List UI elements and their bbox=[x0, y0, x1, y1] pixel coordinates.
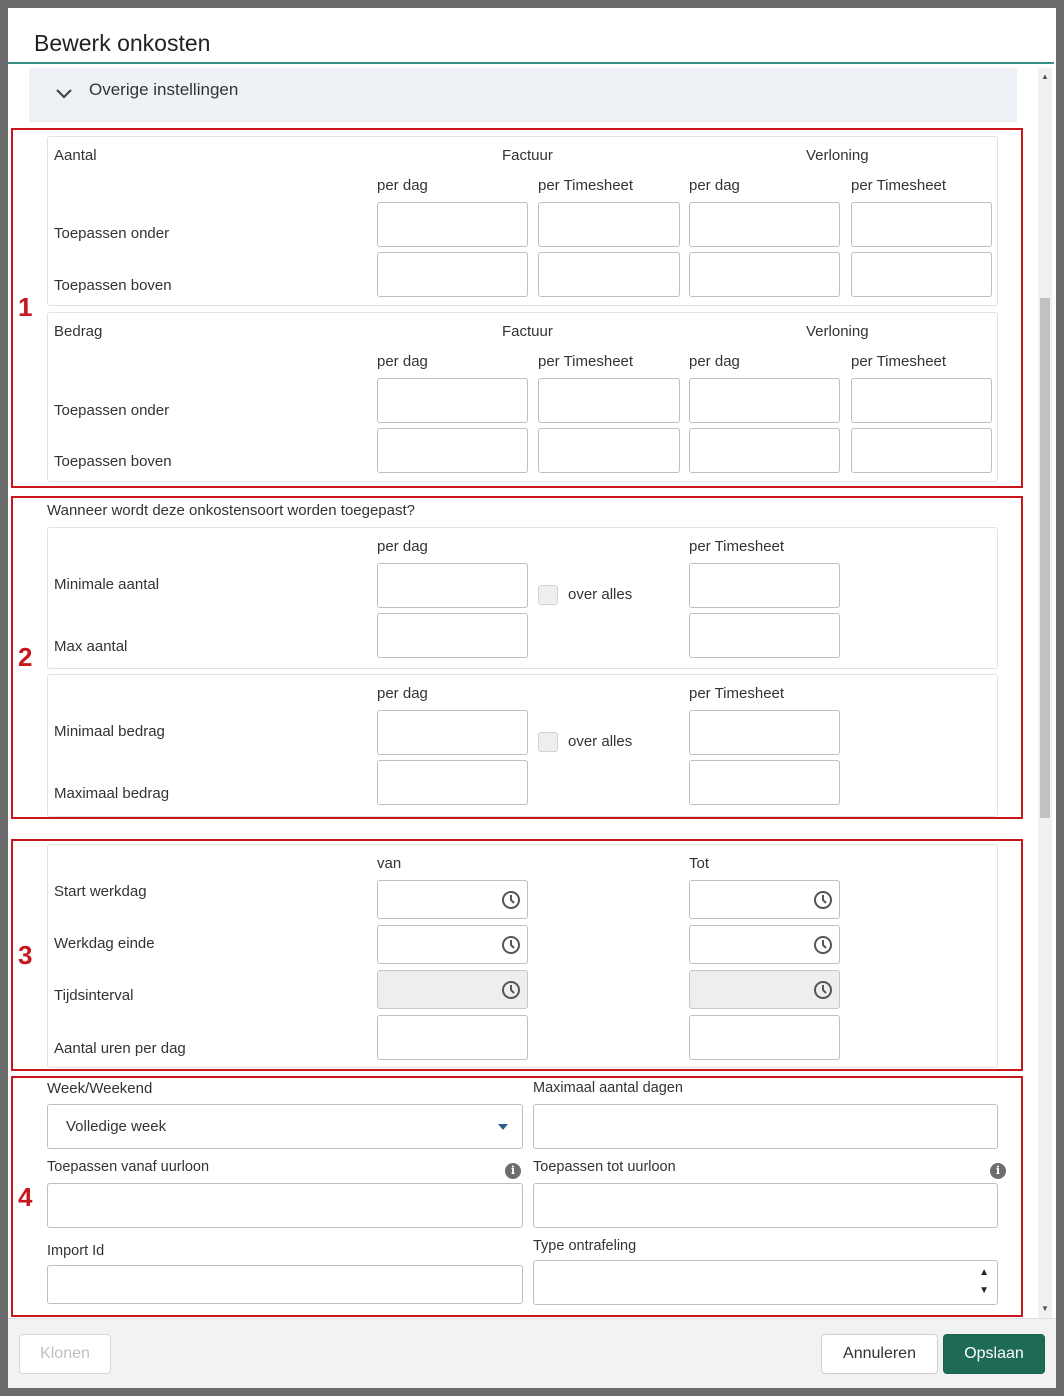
apply-question: Wanneer wordt deze onkostensoort worden toegepast? bbox=[47, 502, 416, 519]
werktijden-card bbox=[47, 844, 998, 1068]
dialog-title: Bewerk onkosten bbox=[34, 30, 211, 56]
col-per-timesheet: per Timesheet bbox=[538, 177, 634, 194]
annuleren-button[interactable]: Annuleren bbox=[821, 1334, 938, 1374]
min-bedrag-ts-input[interactable] bbox=[689, 710, 840, 755]
row-toepassen-boven: Toepassen boven bbox=[54, 277, 172, 294]
min-bedrag-dag-input[interactable] bbox=[377, 710, 528, 755]
bedrag-factuur-ts-onder-input[interactable] bbox=[538, 378, 680, 423]
bedrag-verloning-ts-onder-input[interactable] bbox=[851, 378, 992, 423]
max-dagen-input[interactable] bbox=[533, 1104, 998, 1149]
tot-uurloon-label: Toepassen tot uurloon bbox=[533, 1159, 676, 1175]
start-werkdag-van-time[interactable] bbox=[377, 880, 528, 919]
marker-number-1: 1 bbox=[18, 292, 33, 322]
max-dagen-label: Maximaal aantal dagen bbox=[533, 1080, 683, 1096]
col-per-timesheet: per Timesheet bbox=[538, 353, 634, 370]
factuur-heading: Factuur bbox=[502, 147, 553, 164]
clock-icon bbox=[501, 980, 521, 1000]
bedrag-factuur-dag-onder-input[interactable] bbox=[377, 378, 528, 423]
factuur-heading: Factuur bbox=[502, 323, 553, 340]
clock-icon bbox=[813, 980, 833, 1000]
aantal-uren-van-input[interactable] bbox=[377, 1015, 528, 1060]
max-aantal-dag-input[interactable] bbox=[377, 613, 528, 658]
row-maximaal-bedrag: Maximaal bedrag bbox=[54, 785, 170, 802]
verloning-heading: Verloning bbox=[806, 147, 869, 164]
marker-number-4: 4 bbox=[18, 1182, 33, 1212]
col-per-timesheet: per Timesheet bbox=[851, 177, 947, 194]
aantal-limits-card bbox=[47, 527, 998, 669]
caret-down-icon bbox=[498, 1124, 508, 1130]
type-ontrafeling-label: Type ontrafeling bbox=[533, 1238, 637, 1254]
col-per-dag: per dag bbox=[689, 353, 740, 370]
tijdsinterval-tot-time bbox=[689, 970, 840, 1009]
scroll-up-icon[interactable]: ▲ bbox=[1041, 72, 1049, 81]
clock-icon bbox=[813, 890, 833, 910]
vanaf-uurloon-label: Toepassen vanaf uurloon bbox=[47, 1159, 210, 1175]
max-aantal-ts-input[interactable] bbox=[689, 613, 840, 658]
aantal-verloning-dag-boven-input[interactable] bbox=[689, 252, 840, 297]
info-icon[interactable]: i bbox=[990, 1163, 1006, 1179]
aantal-uren-tot-input[interactable] bbox=[689, 1015, 840, 1060]
bedrag-verloning-ts-boven-input[interactable] bbox=[851, 428, 992, 473]
bedrag-card bbox=[47, 312, 998, 482]
vanaf-uurloon-input[interactable] bbox=[47, 1183, 523, 1228]
bedrag-verloning-dag-onder-input[interactable] bbox=[689, 378, 840, 423]
row-toepassen-onder: Toepassen onder bbox=[54, 225, 170, 242]
clock-icon bbox=[501, 890, 521, 910]
col-per-timesheet: per Timesheet bbox=[689, 538, 785, 555]
row-minimale-aantal: Minimale aantal bbox=[54, 576, 160, 593]
over-alles-label: over alles bbox=[568, 733, 633, 750]
col-per-timesheet: per Timesheet bbox=[851, 353, 947, 370]
max-bedrag-ts-input[interactable] bbox=[689, 760, 840, 805]
row-toepassen-boven: Toepassen boven bbox=[54, 453, 172, 470]
start-werkdag-tot-time[interactable] bbox=[689, 880, 840, 919]
col-van: van bbox=[377, 855, 402, 872]
col-per-dag: per dag bbox=[689, 177, 740, 194]
clock-icon bbox=[501, 935, 521, 955]
row-toepassen-onder: Toepassen onder bbox=[54, 402, 170, 419]
week-weekend-select[interactable] bbox=[47, 1104, 523, 1149]
aantal-factuur-ts-boven-input[interactable] bbox=[538, 252, 680, 297]
bedrag-factuur-ts-boven-input[interactable] bbox=[538, 428, 680, 473]
over-alles-checkbox[interactable] bbox=[538, 732, 558, 752]
klonen-button[interactable]: Klonen bbox=[19, 1334, 111, 1374]
clock-icon bbox=[813, 935, 833, 955]
col-per-dag: per dag bbox=[377, 538, 428, 555]
werkdag-einde-van-time[interactable] bbox=[377, 925, 528, 964]
row-start-werkdag: Start werkdag bbox=[54, 883, 147, 900]
row-werkdag-einde: Werkdag einde bbox=[54, 935, 155, 952]
over-alles-label: over alles bbox=[568, 586, 633, 603]
type-ontrafeling-select[interactable] bbox=[533, 1260, 998, 1305]
max-bedrag-dag-input[interactable] bbox=[377, 760, 528, 805]
aantal-card bbox=[47, 136, 998, 306]
min-aantal-dag-input[interactable] bbox=[377, 563, 528, 608]
aantal-heading: Aantal bbox=[54, 147, 97, 164]
week-weekend-value: Volledige week bbox=[66, 1118, 167, 1135]
row-max-aantal: Max aantal bbox=[54, 638, 128, 655]
info-icon[interactable]: i bbox=[505, 1163, 521, 1179]
dialog-footer bbox=[8, 1318, 1056, 1388]
week-weekend-label: Week/Weekend bbox=[47, 1080, 153, 1097]
col-per-dag: per dag bbox=[377, 177, 428, 194]
spin-up-icon[interactable]: ▲ bbox=[979, 1267, 989, 1278]
bedrag-factuur-dag-boven-input[interactable] bbox=[377, 428, 528, 473]
bedrag-heading: Bedrag bbox=[54, 323, 103, 340]
title-divider bbox=[8, 62, 1054, 64]
werkdag-einde-tot-time[interactable] bbox=[689, 925, 840, 964]
chevron-down-icon bbox=[55, 84, 73, 102]
aantal-verloning-ts-onder-input[interactable] bbox=[851, 202, 992, 247]
row-minimaal-bedrag: Minimaal bedrag bbox=[54, 723, 165, 740]
scroll-thumb[interactable] bbox=[1040, 298, 1050, 818]
opslaan-button[interactable]: Opslaan bbox=[943, 1334, 1045, 1374]
col-per-dag: per dag bbox=[377, 685, 428, 702]
bedrag-verloning-dag-boven-input[interactable] bbox=[689, 428, 840, 473]
tot-uurloon-input[interactable] bbox=[533, 1183, 998, 1228]
edit-expense-dialog bbox=[8, 8, 1056, 1388]
import-id-input[interactable] bbox=[47, 1265, 523, 1304]
min-aantal-ts-input[interactable] bbox=[689, 563, 840, 608]
aantal-factuur-dag-onder-input[interactable] bbox=[377, 202, 528, 247]
scroll-down-icon[interactable]: ▼ bbox=[1041, 1304, 1049, 1313]
marker-number-3: 3 bbox=[18, 940, 33, 970]
row-tijdsinterval: Tijdsinterval bbox=[54, 987, 134, 1004]
aantal-verloning-ts-boven-input[interactable] bbox=[851, 252, 992, 297]
import-id-label: Import Id bbox=[47, 1243, 105, 1259]
collapse-label: Overige instellingen bbox=[89, 80, 239, 99]
row-aantal-uren: Aantal uren per dag bbox=[54, 1040, 186, 1057]
tijdsinterval-van-time bbox=[377, 970, 528, 1009]
col-tot: Tot bbox=[689, 855, 710, 872]
aantal-factuur-ts-onder-input[interactable] bbox=[538, 202, 680, 247]
over-alles-checkbox[interactable] bbox=[538, 585, 558, 605]
verloning-heading: Verloning bbox=[806, 323, 869, 340]
collapse-header-overige[interactable] bbox=[29, 68, 1017, 122]
col-per-dag: per dag bbox=[377, 353, 428, 370]
bedrag-limits-card bbox=[47, 674, 998, 817]
col-per-timesheet: per Timesheet bbox=[689, 685, 785, 702]
aantal-verloning-dag-onder-input[interactable] bbox=[689, 202, 840, 247]
spin-down-icon[interactable]: ▼ bbox=[979, 1285, 989, 1296]
scrollbar[interactable] bbox=[1038, 68, 1052, 1318]
aantal-factuur-dag-boven-input[interactable] bbox=[377, 252, 528, 297]
marker-number-2: 2 bbox=[18, 642, 33, 672]
